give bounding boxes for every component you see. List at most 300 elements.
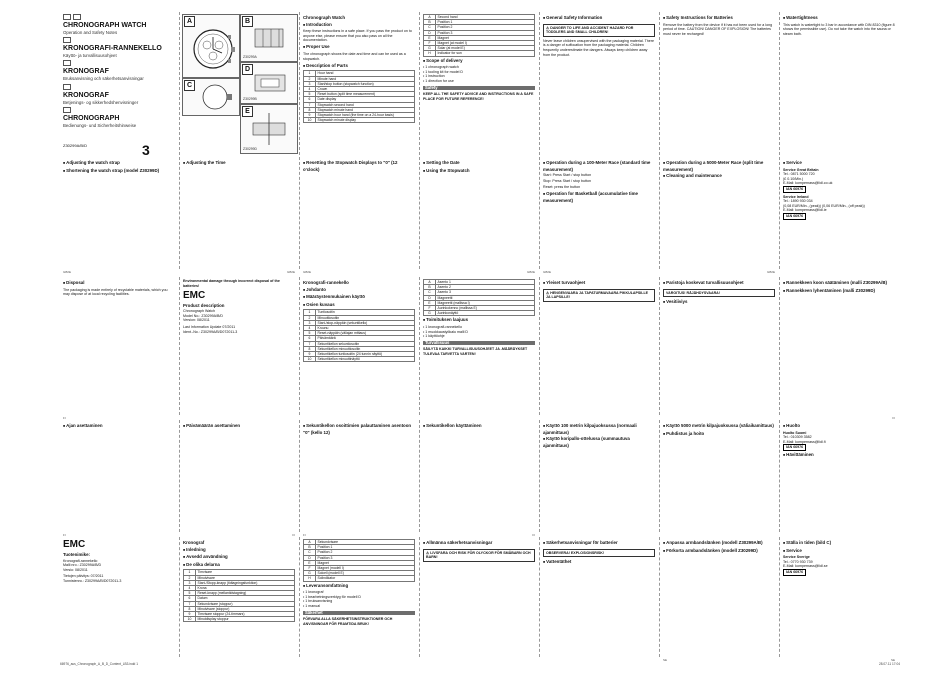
parts-number: 6 xyxy=(184,596,196,601)
service-ie-email: E-Mail: kompernass@lidl.ie xyxy=(783,208,827,213)
parts-row xyxy=(184,617,295,622)
triangle-icon: ■ xyxy=(183,547,186,552)
figure-d xyxy=(240,62,298,104)
parts-number: 8 xyxy=(184,606,196,611)
se-safety-note: FÖRVARA ALLA SÄKERHETSINSTRUKTIONER OCH ANVISNINGAR FÖR FRAMTIDA BRUK! xyxy=(303,617,393,626)
parts-label: Start-/Stopp-knapp (tidtagningsfunktion) xyxy=(196,580,295,585)
cover-sub-fi: Käyttö- ja turvallisuusohjeet xyxy=(63,53,117,59)
triangle-icon: ■ xyxy=(663,431,666,436)
parts-number: 1 xyxy=(184,570,196,575)
figures-panel xyxy=(180,12,298,155)
parts-label: Crown xyxy=(316,86,415,91)
fold-line xyxy=(299,420,300,532)
se-warn-box: OBSERVERA! EXPLOSIONSRISK! xyxy=(543,549,655,558)
list-item: • 1 chronograph watch xyxy=(423,65,535,70)
service-ie-price: (0,08 EUR/Min., (peak)) (0,06 EUR/Min., (off peak)) xyxy=(783,203,865,208)
cover-page-number: 3 xyxy=(142,142,150,159)
triangle-icon: ■ xyxy=(63,168,66,173)
list-item: • 1 kronografi-rannekello xyxy=(423,325,535,330)
fi-zero-panel xyxy=(300,420,418,538)
position-marker: F xyxy=(424,306,436,311)
en-water-panel xyxy=(780,12,898,155)
en-basket-heading: ■Operation for Basketball (accumulative time measurement) xyxy=(543,191,638,204)
parts-label: Sekuntikellon minuuttiosoitin xyxy=(316,346,415,351)
fi-safety-panel xyxy=(420,277,538,415)
en-start-step: Start: Press Start / stop button xyxy=(543,173,592,178)
fi-safety-banner: Turvallisuus xyxy=(423,341,535,346)
parts-number: 2 xyxy=(304,76,316,81)
list-item: • 1 käyttöohje xyxy=(423,334,535,339)
en-disposal-panel xyxy=(60,277,178,421)
position-marker: B xyxy=(424,285,436,290)
en-product-version: Version: 08/2011 xyxy=(183,318,210,323)
en-general-safety-panel xyxy=(540,12,658,155)
se-time-heading: ■Ställa in tiden (bild C) xyxy=(783,540,832,545)
footer-filename: 66976_aus_Chronograph_A_B_D_Content_LB3.indd 1 xyxy=(60,662,138,666)
parts-label: Minutvisare xyxy=(196,575,295,580)
cover-sub-dk: Betjenings- og sikkerhedshenvisninger xyxy=(63,99,139,105)
service-gb-email: E-Mail: kompernass@lidl.co.uk xyxy=(783,181,833,186)
en-strap-heading: ■Adjusting the watch strap xyxy=(63,160,120,165)
fi-disposal-heading: ■Hävittäminen xyxy=(783,451,814,457)
parts-row xyxy=(304,357,415,362)
parts-label: Stopwatch second hand xyxy=(316,102,415,107)
parts-number: 10 xyxy=(304,357,316,362)
triangle-icon: ■ xyxy=(423,541,426,545)
list-item: • 1 direction for use xyxy=(423,79,535,84)
fi-strap-heading: ■Rannekkeen koon säätäminen (malli Z30299A/B) xyxy=(783,280,887,285)
triangle-icon: ■ xyxy=(423,424,426,428)
triangle-icon: ■ xyxy=(543,16,546,20)
figure-b xyxy=(240,14,298,62)
triangle-icon: ■ xyxy=(63,281,66,285)
parts-label: Reset-knapp (mellantidstagning) xyxy=(196,591,295,596)
figure-e-code: Z30299D xyxy=(243,147,257,152)
se-strap-heading: ■Anpassa armbandslänken (modell Z30299A/B) xyxy=(663,540,763,545)
parts-number: 5 xyxy=(304,331,316,336)
en-100m-heading: ■Operation during a 100-Meter Race (standard time measurement) xyxy=(543,160,651,172)
service-gb-tel: Tel.: 0871 5000 720 xyxy=(783,172,815,177)
triangle-icon: ■ xyxy=(303,295,306,300)
fi-parts-table xyxy=(303,309,415,362)
warning-icon: ⚠ xyxy=(426,550,431,555)
se-general-heading: ■Allmänna säkerhetsanvisningar xyxy=(423,540,493,545)
parts-number: 3 xyxy=(304,81,316,86)
position-marker: A xyxy=(304,540,316,545)
position-marker: D xyxy=(424,295,436,300)
triangle-icon: ■ xyxy=(303,287,306,292)
parts-number: 8 xyxy=(304,346,316,351)
se-intro-heading: ■Inledning xyxy=(183,546,206,552)
parts-label: Minutvisare (stoppur) xyxy=(196,606,295,611)
service-se-title: Service Sverige xyxy=(783,555,810,560)
parts-number: 9 xyxy=(184,612,196,617)
parts-number: 3 xyxy=(184,580,196,585)
fi-date-heading: ■Päivämäärän asettaminen xyxy=(183,423,241,428)
se-use-heading: ■Avsedd användning xyxy=(183,554,228,560)
fi-scope-heading: ■Toimituksen laajuus xyxy=(423,317,469,323)
parts-label: Sekuntikellon tuntiosoitin (24 tunnin näyttö) xyxy=(316,352,415,357)
se-general-panel xyxy=(420,537,538,657)
fi-product-name: Kronografi-rannekello xyxy=(63,558,98,563)
en-strap-panel xyxy=(60,157,178,275)
fold-line xyxy=(659,157,660,269)
en-intro-panel xyxy=(300,12,418,155)
fold-line xyxy=(419,157,420,269)
service-gb-price: (£ 0.10/Min.) xyxy=(783,176,804,181)
figure-a-label: A xyxy=(184,16,195,27)
flag-ie-icon xyxy=(73,14,81,20)
en-danger-box: ⚠ DANGER TO LIFE AND ACCIDENT HAZARD FOR TODDLERS AND SMALL CHILDREN! xyxy=(543,24,655,37)
en-danger-text: Never leave children unsupervised with the packaging material. There is a danger of suffocation from the packaging material. Children frequently underestimate the dangers. Always keep children away from the product. xyxy=(543,38,655,57)
position-marker: E xyxy=(304,560,316,565)
row-2 xyxy=(60,157,900,275)
position-marker: B xyxy=(304,545,316,550)
parts-label: Start-/stop-näppäin (sekuntikello) xyxy=(316,320,415,325)
se-shorten-heading: ■Förkorta armbandslänken (modell Z30299D) xyxy=(663,547,758,553)
en-time-heading: ■Adjusting the Time xyxy=(183,160,226,165)
fi-time-panel xyxy=(60,420,178,538)
se-service-heading: ■Service xyxy=(783,547,802,553)
en-service-panel xyxy=(780,157,898,269)
en-intro-heading: ■Introduction xyxy=(303,21,332,27)
triangle-icon: ■ xyxy=(663,281,666,285)
service-se-email: E-Mail: kompernass@lidl.se xyxy=(783,564,828,569)
fi-battery-panel xyxy=(660,277,778,415)
list-item: • 1 bruksanvisning xyxy=(303,599,415,604)
fold-line xyxy=(299,12,300,155)
triangle-icon: ■ xyxy=(543,161,546,165)
page-number: SE xyxy=(890,658,895,663)
fi-general-panel xyxy=(540,277,658,415)
fi-parts-panel xyxy=(300,277,418,415)
parts-row xyxy=(304,118,415,123)
se-parts-heading: ■De olika delarna xyxy=(183,561,220,567)
list-item: • 1 bearbetningsverktyg för modell D xyxy=(303,595,415,600)
ian-se-badge: IAN 66976 xyxy=(783,569,806,576)
en-chrono-heading: Chronograph Watch xyxy=(303,15,346,20)
page-number: SE xyxy=(663,658,668,663)
fold-line xyxy=(779,12,780,155)
cover-title-de: CHRONOGRAPH xyxy=(63,114,120,122)
fi-positions-table xyxy=(423,279,535,316)
triangle-icon: ■ xyxy=(303,583,306,588)
se-battery-panel xyxy=(540,537,658,657)
fi-100m-heading: ■Käyttö 100 metrin kilpajuoksussa (normaali ajanmittaus) xyxy=(543,423,637,435)
position-marker: F xyxy=(424,41,436,46)
se-scope-panel xyxy=(300,537,418,657)
en-disposal-heading: ■Disposal xyxy=(63,280,85,285)
fi-stop-heading: ■Sekuntikellon käyttäminen xyxy=(423,423,482,428)
fi-battery-heading: ■Paristoja koskevat turvallisuusohjeet xyxy=(663,280,744,285)
fi-parts-heading: ■Osien kuvaus xyxy=(303,301,335,307)
position-marker: G xyxy=(424,311,436,316)
triangle-icon: ■ xyxy=(63,424,66,428)
triangle-icon: ■ xyxy=(303,302,306,307)
flag-gb-icon xyxy=(63,14,71,20)
en-date-panel xyxy=(420,157,538,275)
triangle-icon: ■ xyxy=(423,58,426,63)
parts-number: 2 xyxy=(184,575,196,580)
se-parts-table xyxy=(183,569,295,622)
parts-label: Timvisare xyxy=(196,570,295,575)
en-shorten-heading: ■Shortening the watch strap (model Z30299D) xyxy=(63,167,160,173)
page-number: GB/IE xyxy=(766,270,775,275)
fi-race-panel xyxy=(540,420,658,532)
service-ie-tel: Tel.: 1890 930 034 xyxy=(783,199,813,204)
page-number: GB/IE xyxy=(63,270,72,275)
position-label: Magnet xyxy=(436,35,535,40)
se-scope-list xyxy=(303,590,415,608)
en-battery-heading: ■Safety Instructions for Batteries xyxy=(663,15,733,20)
position-marker: C xyxy=(424,25,436,30)
fi-intro-heading: ■Johdanto xyxy=(303,286,326,292)
en-parts-heading: ■Description of Parts xyxy=(303,62,348,68)
position-label: Solar (at model E) xyxy=(436,46,535,51)
fold-line xyxy=(299,537,300,657)
emc-mark: EMC xyxy=(183,289,206,301)
parts-label: Hour hand xyxy=(316,71,415,76)
fold-line xyxy=(179,157,180,269)
figure-e xyxy=(240,104,298,154)
page-number: FI xyxy=(63,416,66,421)
triangle-icon: ■ xyxy=(783,541,786,545)
list-item: • 1 muokkaustyökalu malli D xyxy=(423,330,535,335)
fi-5000m-panel xyxy=(660,420,778,532)
fold-line xyxy=(659,12,660,155)
en-service-heading: ■Service xyxy=(783,160,802,165)
parts-number: 4 xyxy=(304,325,316,330)
position-label: Asento 3 xyxy=(436,290,535,295)
list-item: • 1 kronograf xyxy=(303,590,415,595)
en-safety-banner: Safety xyxy=(423,86,535,91)
position-label: Position 1 xyxy=(316,545,415,550)
parts-number: 6 xyxy=(304,336,316,341)
fold-line xyxy=(539,12,540,155)
se-water-heading: ■Vattentäthet xyxy=(543,559,572,565)
se-positions-table xyxy=(303,539,415,582)
en-last-update: Last Information Update 07/2011 xyxy=(183,325,236,330)
position-marker: D xyxy=(304,555,316,560)
en-reset-step: Reset: press the button xyxy=(543,185,581,190)
fi-service-panel xyxy=(780,420,898,532)
footer-timestamp: 28.07.11 17:04 xyxy=(878,662,900,666)
position-marker: A xyxy=(424,280,436,285)
triangle-icon: ■ xyxy=(663,548,666,553)
flag-de-icon xyxy=(63,107,71,113)
fold-line xyxy=(179,420,180,532)
parts-label: Timvisare stoppur (24-timmars) xyxy=(196,612,295,617)
position-label: Second hand xyxy=(436,15,535,20)
position-label: Position 3 xyxy=(436,30,535,35)
en-5000m-heading: ■Operation during a 5000-Meter Race (split time measurement) xyxy=(663,160,764,172)
service-fi-email: E-Mail: kompernass@lidl.fi xyxy=(783,439,826,444)
parts-number: 5 xyxy=(304,92,316,97)
fi-zero-heading: ■Sekuntikellon osoittimien palauttaminen asentoon "0" (kello 12) xyxy=(303,423,412,435)
fold-line xyxy=(539,420,540,532)
fi-warn-box: VAROITUS! RÄJÄHDYSVAARA! xyxy=(663,289,775,298)
service-gb-title: Service Great Britain xyxy=(783,167,819,172)
se-strap-panel xyxy=(660,537,778,663)
triangle-icon: ■ xyxy=(783,16,786,20)
triangle-icon: ■ xyxy=(543,560,546,565)
triangle-icon: ■ xyxy=(423,168,426,173)
position-label: Magneetti (mallissa I) xyxy=(436,300,535,305)
en-use-heading: ■Proper Use xyxy=(303,44,330,50)
position-label: Magnet (at model I) xyxy=(436,41,535,46)
parts-label: Stopwatch minute hand xyxy=(316,107,415,112)
position-label: Aurinkokenno (mallissa E) xyxy=(436,306,535,311)
position-marker: E xyxy=(424,300,436,305)
fi-update: Tietojen päivitys: 07/2011 xyxy=(63,574,104,579)
position-marker: F xyxy=(304,566,316,571)
position-marker: D xyxy=(424,30,436,35)
fold-line xyxy=(779,420,780,532)
fold-line xyxy=(419,420,420,532)
parts-label: Reset-näppäin (väliajan mittaus) xyxy=(316,331,415,336)
fold-line xyxy=(179,12,180,155)
parts-label: Date display xyxy=(316,97,415,102)
se-time-panel xyxy=(780,537,898,663)
en-scope-list xyxy=(423,65,535,83)
row-1 xyxy=(60,12,900,159)
parts-number: 2 xyxy=(304,315,316,320)
fold-line xyxy=(659,277,660,415)
position-marker: A xyxy=(424,15,436,20)
position-label: Position 2 xyxy=(436,25,535,30)
page-number: FI xyxy=(63,533,66,538)
list-item: • 1 instruction xyxy=(423,74,535,79)
fold-line xyxy=(539,157,540,269)
fi-water-heading: ■Vesitiiviys xyxy=(663,299,688,305)
position-label: Solcell (modell E) xyxy=(316,571,415,576)
fold-line xyxy=(179,277,180,415)
fi-basket-heading: ■Käyttö koripallo-ottelussa (summautuva ajanmittaus) xyxy=(543,436,630,448)
fold-line xyxy=(539,277,540,415)
fi-general-heading: ■Yleiset turvaohjeet xyxy=(543,280,586,285)
en-stop-step: Stop: Press Start / stop button xyxy=(543,179,591,184)
en-zero-heading: ■Resetting the Stopwatch Displays to "0" (12 o'clock) xyxy=(303,160,398,172)
triangle-icon: ■ xyxy=(543,281,546,285)
fold-line xyxy=(779,537,780,657)
parts-label: Reset button (split time measurement) xyxy=(316,92,415,97)
ian-ie-badge: IAN 66976 xyxy=(783,213,806,220)
ian-gb-badge: IAN 66976 xyxy=(783,186,806,193)
position-label: Position 2 xyxy=(316,550,415,555)
fi-5000m-heading: ■Käyttö 5000 metrin kilpajuoksussa (väliaikamittaus) xyxy=(663,423,774,428)
en-clean-heading: ■Cleaning and maintenance xyxy=(663,173,722,179)
position-label: Position 3 xyxy=(316,555,415,560)
en-zero-panel xyxy=(300,157,418,275)
row-5 xyxy=(60,537,900,663)
parts-number: 5 xyxy=(184,591,196,596)
en-5000m-panel xyxy=(660,157,778,275)
page-number: FI xyxy=(303,533,306,538)
figure-a xyxy=(182,14,240,78)
position-marker: H xyxy=(304,576,316,581)
en-env-warning: Environmental damage through incorrect disposal of the batteries! xyxy=(183,279,280,288)
en-product-panel xyxy=(180,277,298,415)
figure-d-label: D xyxy=(242,64,253,75)
service-ie-title: Service Ireland xyxy=(783,194,809,199)
fi-use-heading: ■Määräystenmukainen käyttö xyxy=(303,294,365,300)
fi-ident: Tunnistenro.: Z30299A/B/D072011-3 xyxy=(63,578,122,583)
en-race-panel xyxy=(540,157,658,275)
triangle-icon: ■ xyxy=(543,192,546,197)
triangle-icon: ■ xyxy=(663,300,666,305)
parts-number: 7 xyxy=(184,601,196,606)
parts-number: 4 xyxy=(184,585,196,590)
page-number: GB/IE xyxy=(526,270,535,275)
ian-fi-badge: IAN 66976 xyxy=(783,444,806,451)
parts-label: Stopwatch minute display xyxy=(316,118,415,123)
triangle-icon: ■ xyxy=(663,161,666,165)
parts-label: Sekundvisare (stoppur) xyxy=(196,601,295,606)
en-time-panel xyxy=(180,157,298,275)
triangle-icon: ■ xyxy=(183,424,186,428)
figure-b-code: Z30299A xyxy=(243,55,257,60)
parts-number: 7 xyxy=(304,102,316,107)
se-safety-banner: Säkerhet xyxy=(303,611,415,616)
se-main-heading: Kronograf xyxy=(183,540,205,545)
cover-title-en: CHRONOGRAPH WATCH xyxy=(63,22,147,29)
parts-number: 4 xyxy=(304,86,316,91)
position-row xyxy=(424,311,535,316)
position-row xyxy=(304,576,415,581)
fi-service-heading: ■Huolto xyxy=(783,423,801,428)
parts-number: 10 xyxy=(184,617,196,622)
cover-panel xyxy=(60,12,178,159)
en-safety-panel xyxy=(420,12,538,155)
figure-d-code: Z30299B xyxy=(243,97,257,102)
se-battery-heading: ■Säkerhetsanvisningar för batterier xyxy=(543,540,618,545)
fold-line xyxy=(299,277,300,415)
parts-label: Minute hand xyxy=(316,76,415,81)
triangle-icon: ■ xyxy=(663,424,666,428)
flag-dk-icon xyxy=(63,84,71,90)
en-scope-heading: ■Scope of delivery xyxy=(423,57,463,63)
position-marker: E xyxy=(424,35,436,40)
figure-c-label: C xyxy=(184,80,195,91)
position-row xyxy=(424,51,535,56)
fi-product-version: Versio: 08/2011 xyxy=(63,567,88,572)
parts-label: Start/stop button (stopwatch function) xyxy=(316,81,415,86)
fi-time-heading: ■Ajan asettaminen xyxy=(63,423,103,428)
warning-icon: ⚠ xyxy=(546,290,551,295)
triangle-icon: ■ xyxy=(303,45,306,50)
position-label: Asento 1 xyxy=(436,280,535,285)
en-safety-note: KEEP ALL THE SAFETY ADVICE AND INSTRUCTIONS IN A SAFE PLACE FOR FUTURE REFERENCE! xyxy=(423,92,534,101)
en-disposal-text: The packaging is made entirely of recyclable materials, which you may dispose of at local recycling facilities. xyxy=(63,287,168,297)
parts-label: Stopwatch hour hand (the time on a 24-hour basis) xyxy=(316,112,415,117)
parts-number: 9 xyxy=(304,112,316,117)
fi-clean-heading: ■Puhdistus ja hoito xyxy=(663,430,705,436)
triangle-icon: ■ xyxy=(63,161,66,165)
triangle-icon: ■ xyxy=(543,437,546,442)
position-marker: G xyxy=(424,46,436,51)
triangle-icon: ■ xyxy=(303,63,306,68)
triangle-icon: ■ xyxy=(543,424,546,428)
page-number: FI xyxy=(532,533,535,538)
position-marker: H xyxy=(424,51,436,56)
figure-e-label: E xyxy=(242,106,253,117)
position-label: Position 1 xyxy=(436,20,535,25)
fold-line xyxy=(299,157,300,269)
parts-label: Krona xyxy=(196,585,295,590)
parts-label: Sekuntikellon minuuttinäyttö xyxy=(316,357,415,362)
parts-number: 6 xyxy=(304,97,316,102)
fi-shorten-heading: ■Rannekkeen lyhentäminen (malli Z30299D) xyxy=(783,287,875,293)
